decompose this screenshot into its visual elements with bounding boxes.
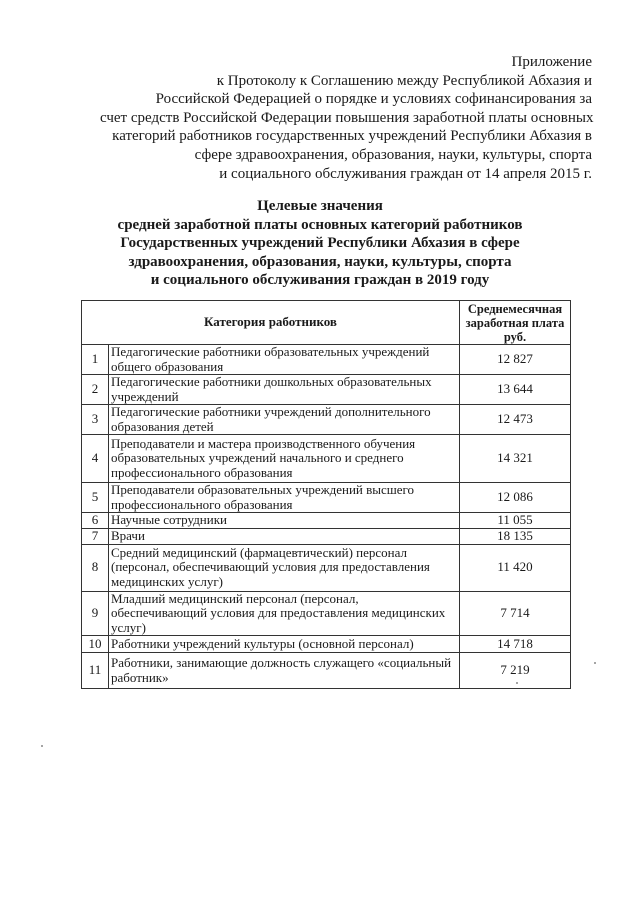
- table-row: [82, 435, 571, 483]
- row-category: Средний медицинский (фармацевтический) персонал (персонал, обеспечивающий условия для предоставления медицинских услуг): [109, 544, 460, 591]
- category-column-header: Категория работников: [82, 301, 460, 345]
- row-number: 4: [82, 435, 109, 483]
- row-number: 7: [82, 528, 109, 544]
- title-line: здравоохранения, образования, науки, культуры, спорта: [128, 253, 512, 270]
- appendix-line: Российской Федерацией о порядке и условиях софинансирования за: [155, 91, 592, 108]
- table-row: [82, 513, 571, 529]
- appendix-line: категорий работников государственных учреждений Республики Абхазия в: [112, 128, 592, 145]
- appendix-line: счет средств Российской Федерации повышения заработной платы основных: [100, 109, 594, 126]
- table-row: [82, 544, 571, 591]
- row-number: 3: [82, 405, 109, 435]
- appendix-label: Приложение: [511, 54, 592, 70]
- salary-column-header: [460, 301, 571, 345]
- title-line: Государственных учреждений Республики Абхазия в сфере: [120, 235, 520, 252]
- table-row: [82, 375, 571, 405]
- scan-speck: [594, 662, 596, 664]
- salary-header-line: заработная плата: [465, 315, 565, 330]
- row-salary: 12 827: [460, 345, 571, 375]
- row-category: Преподаватели и мастера производственного обучения образовательных учреждений начального и среднего профессионального образования: [109, 435, 460, 483]
- row-salary: 18 135: [460, 528, 571, 544]
- row-category: Педагогические работники дошкольных образовательных учреждений: [109, 375, 460, 405]
- table-row: [82, 345, 571, 375]
- salary-header-line: Среднемесячная: [467, 301, 563, 316]
- row-number: 9: [82, 591, 109, 636]
- row-number: 11: [82, 653, 109, 689]
- appendix-line: к Протоколу к Соглашению между Республикой Абхазия и: [216, 72, 592, 89]
- table-row: [82, 653, 571, 689]
- row-category: Преподаватели образовательных учреждений высшего профессионального образования: [109, 483, 460, 513]
- title-line: средней заработной платы основных категорий работников: [117, 216, 523, 233]
- salary-table: [81, 300, 571, 689]
- scan-speck: [516, 682, 518, 684]
- row-number: 5: [82, 483, 109, 513]
- title-line: Целевые значения: [257, 198, 383, 214]
- scan-speck: [41, 745, 43, 747]
- row-category: Научные сотрудники: [109, 513, 460, 529]
- row-category: Педагогические работники образовательных учреждений общего образования: [109, 345, 460, 375]
- appendix-line: и социального обслуживания граждан от 14 апреля 2015 г.: [219, 165, 592, 182]
- row-number: 10: [82, 636, 109, 653]
- appendix-line: сфере здравоохранения, образования, науки, культуры, спорта: [194, 146, 592, 163]
- row-salary: 13 644: [460, 375, 571, 405]
- row-salary: 11 055: [460, 513, 571, 529]
- row-number: 2: [82, 375, 109, 405]
- table-row: [82, 591, 571, 636]
- row-salary: 12 473: [460, 405, 571, 435]
- row-category: Врачи: [109, 528, 460, 544]
- row-salary: 14 718: [460, 636, 571, 653]
- title-line: и социального обслуживания граждан в 2019 году: [150, 272, 490, 289]
- table-row: [82, 483, 571, 513]
- row-salary: 14 321: [460, 435, 571, 483]
- table-row: [82, 405, 571, 435]
- row-salary: 12 086: [460, 483, 571, 513]
- row-number: 6: [82, 513, 109, 529]
- row-category: Младший медицинский персонал (персонал, обеспечивающий условия для предоставления медицинских услуг): [109, 591, 460, 636]
- row-category: Педагогические работники учреждений дополнительного образования детей: [109, 405, 460, 435]
- row-category: Работники, занимающие должность служащего «социальный работник»: [109, 653, 460, 689]
- appendix-header: [100, 53, 592, 183]
- table-header-row: [82, 301, 571, 345]
- row-salary: 11 420: [460, 544, 571, 591]
- row-category: Работники учреждений культуры (основной персонал): [109, 636, 460, 653]
- row-salary: 7 714: [460, 591, 571, 636]
- row-number: 1: [82, 345, 109, 375]
- document-title: [90, 197, 550, 290]
- table-row: [82, 636, 571, 653]
- row-salary: 7 219: [460, 653, 571, 689]
- salary-header-line: руб.: [503, 329, 527, 344]
- table-row: [82, 528, 571, 544]
- row-number: 8: [82, 544, 109, 591]
